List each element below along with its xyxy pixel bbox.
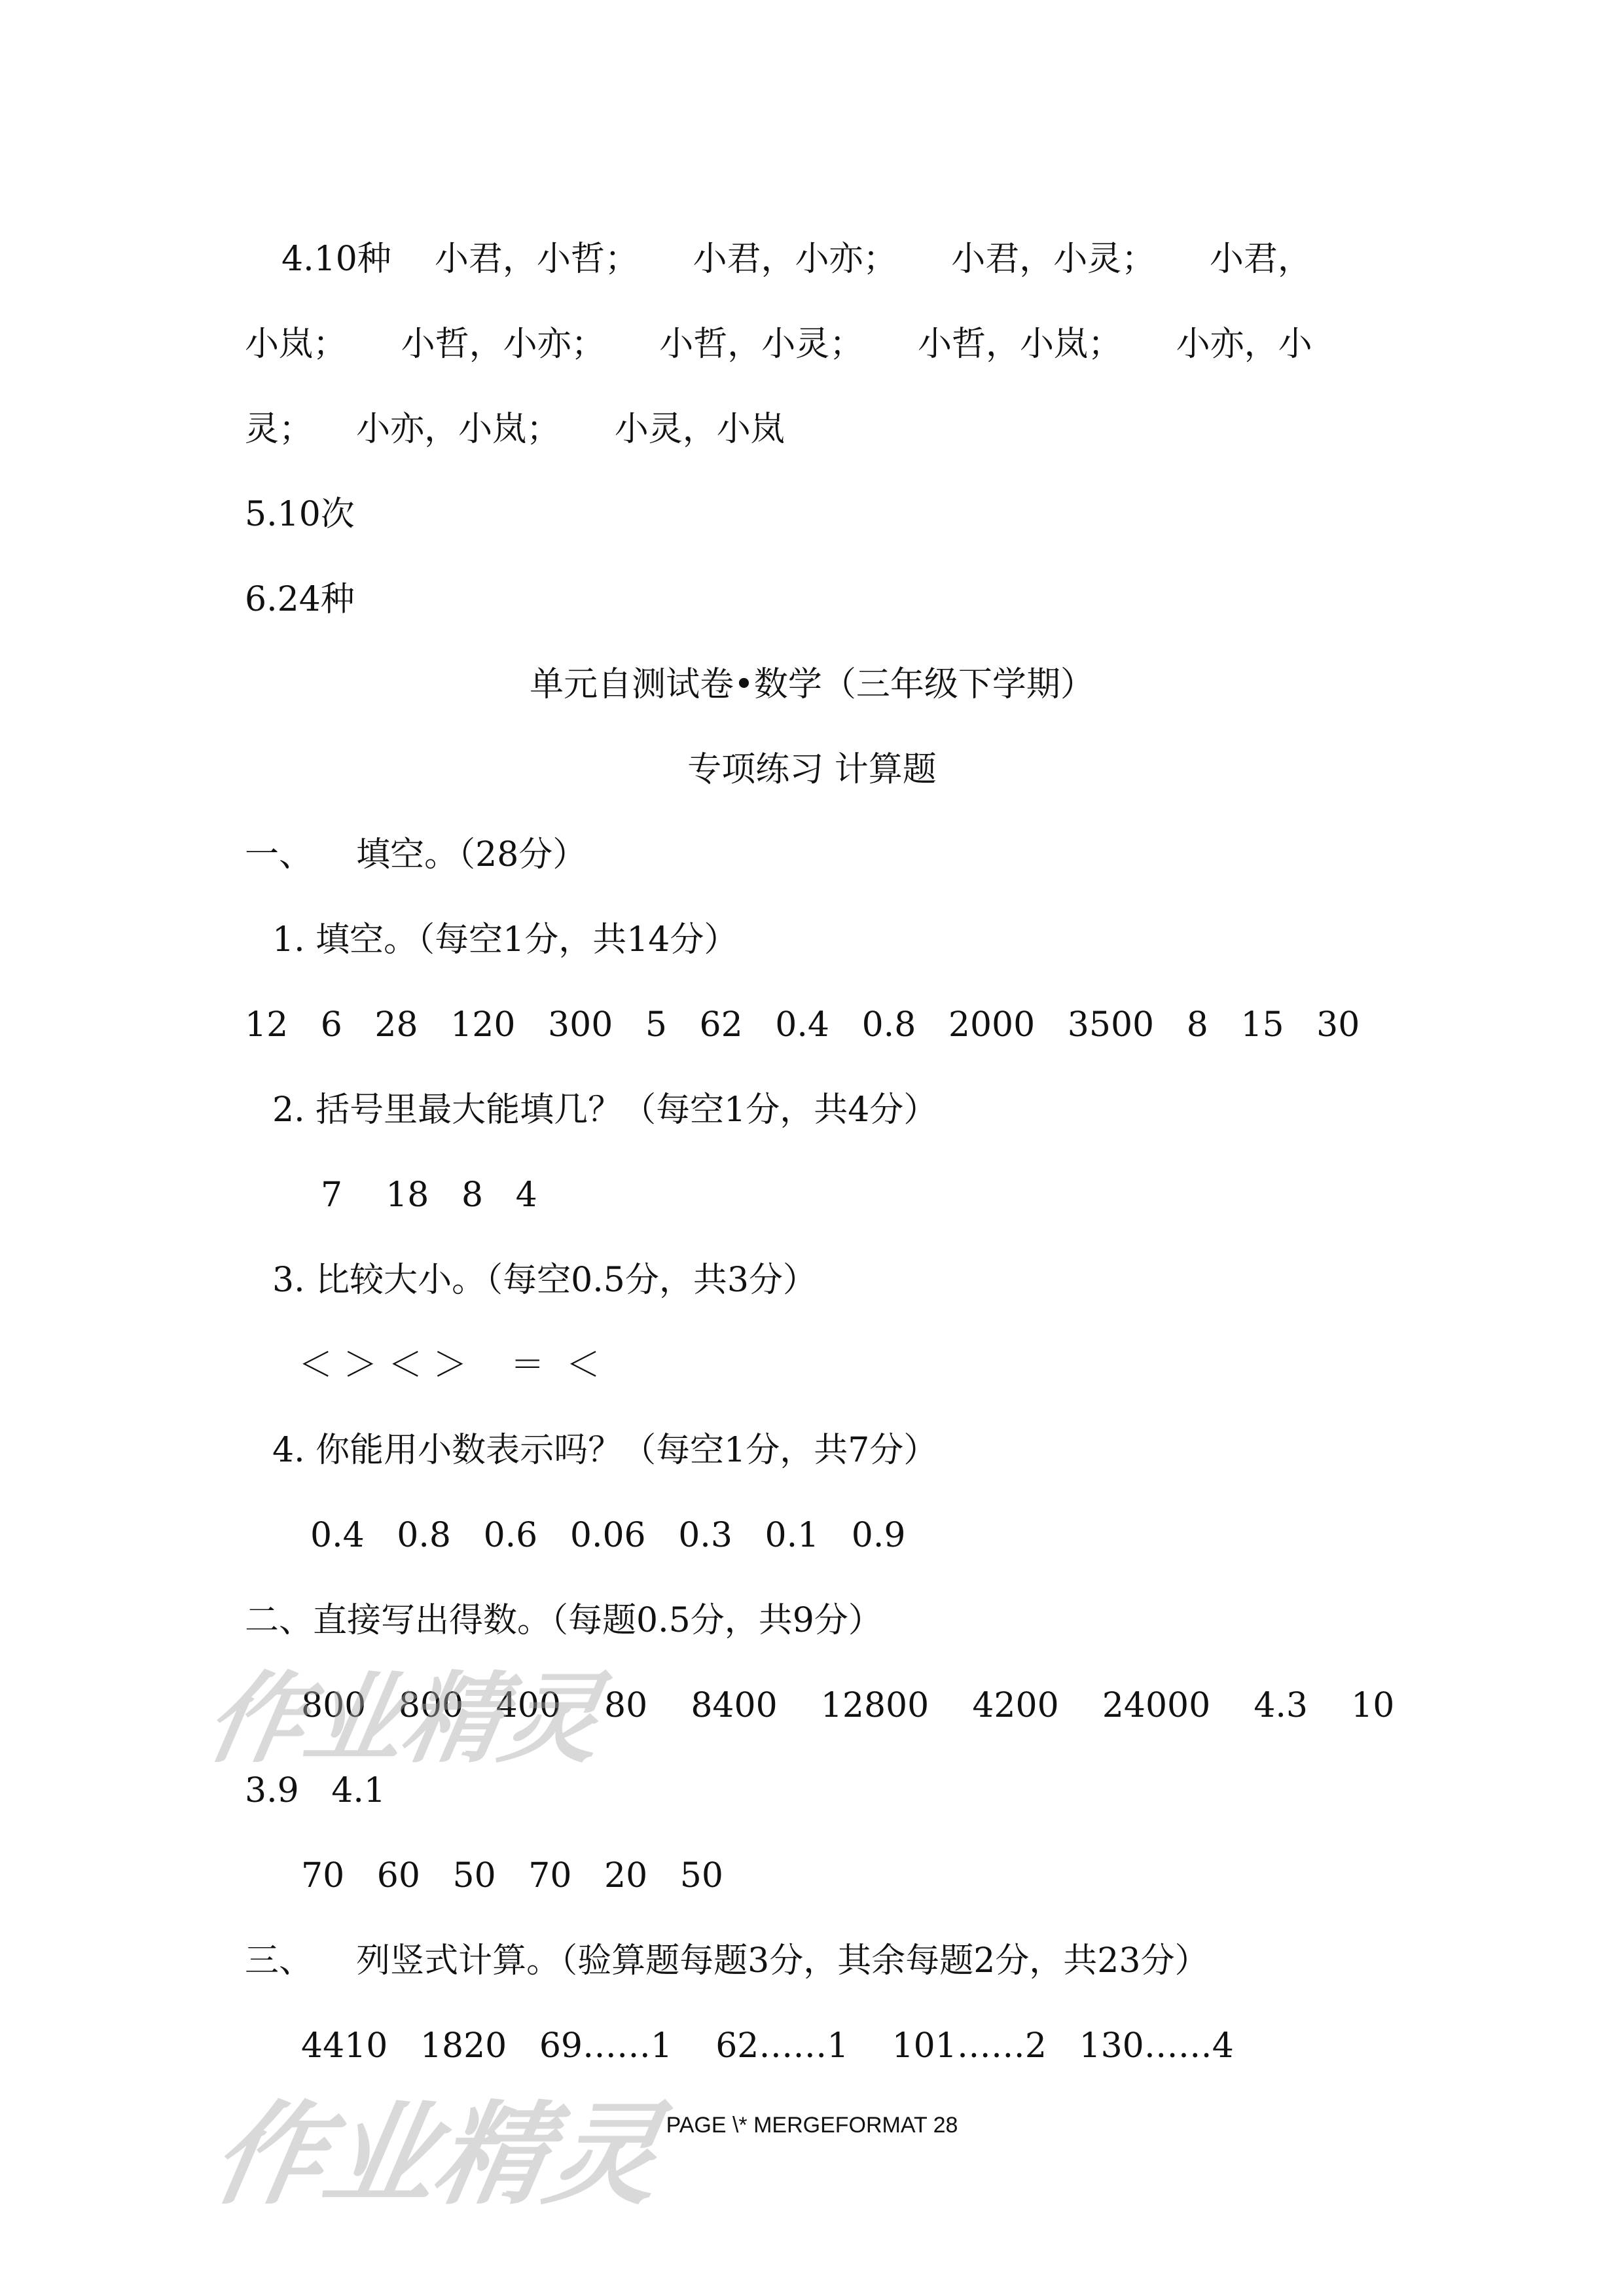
answer-4-line3: 灵； 小亦，小岚； 小灵，小岚: [245, 410, 785, 449]
section2-line3: 70 60 50 70 20 50: [301, 1856, 723, 1895]
watermark-logo-bottom: 作业精灵: [202, 2090, 671, 2220]
page-footer-field: PAGE \* MERGEFORMAT 28: [666, 2113, 958, 2138]
section2-line1: 800 800 400 80 8400 12800 4200 24000 4.3 10: [301, 1686, 1395, 1725]
section2-line2: 3.9 4.1: [245, 1771, 386, 1810]
section1-q4-answers: 0.4 0.8 0.6 0.06 0.3 0.1 0.9: [310, 1516, 906, 1555]
section3-heading: 三、 列竖式计算。（验算题每题3分，其余每题2分，共23分）: [245, 1941, 1209, 1981]
answer-6: 6.24种: [245, 580, 355, 619]
section2-heading: 二、直接写出得数。（每题0.5分，共9分）: [245, 1601, 882, 1640]
answer-4-line2: 小岚； 小哲，小亦； 小哲，小灵； 小哲，小岚； 小亦，小: [245, 325, 1312, 364]
section1-q4-label: 4. 你能用小数表示吗？（每空1分，共7分）: [272, 1431, 938, 1470]
section1-q3-label: 3. 比较大小。（每空0.5分，共3分）: [272, 1261, 817, 1300]
page-title: 单元自测试卷•数学（三年级下学期）: [530, 665, 1094, 704]
section3-answers: 4410 1820 69……1 62……1 101……2 130……4: [301, 2026, 1234, 2066]
answer-5: 5.10次: [245, 495, 355, 534]
watermark-logo: 作业精灵: [198, 1662, 611, 1776]
section1-q2-label: 2. 括号里最大能填几？（每空1分，共4分）: [272, 1090, 938, 1130]
section1-q1-answers: 12 6 28 120 300 5 62 0.4 0.8 2000 3500 8 15 30: [245, 1005, 1360, 1045]
answer-4-line1: 4.10种 小君，小哲； 小君，小亦； 小君，小灵； 小君，: [281, 240, 1312, 279]
section1-q1-label: 1. 填空。（每空1分，共14分）: [272, 920, 738, 960]
section1-q2-answers: 7 18 8 4: [321, 1175, 537, 1215]
section1-heading: 一、 填空。（28分）: [245, 835, 587, 874]
section1-q3-answers: ＜ ＞ ＜ ＞ ＝ ＜: [298, 1346, 600, 1385]
page-subtitle: 专项练习 计算题: [687, 750, 937, 789]
